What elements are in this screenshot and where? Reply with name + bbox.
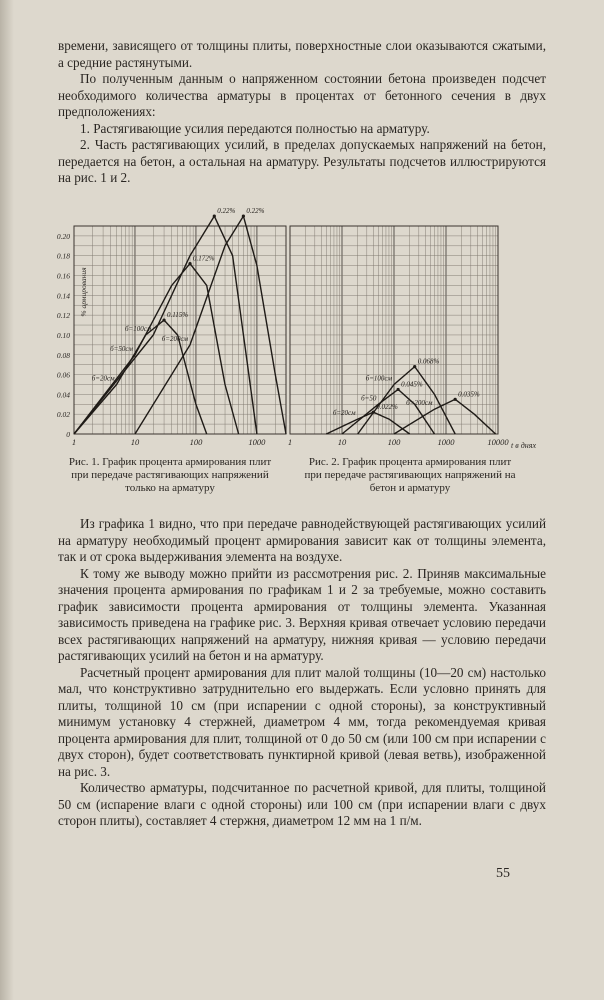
- paragraph-1: времени, зависящего от толщины плиты, поверхностные слои оказываются сжатыми, а средние растянутыми.: [58, 38, 546, 70]
- fig1-ytick-label: 0.12: [56, 311, 70, 321]
- fig1-series-line: [74, 264, 239, 434]
- fig1-peak-label: 0.22%: [246, 207, 265, 216]
- paragraph-5: Из графика 1 видно, что при передаче равнодействующей растягивающих усилий на арматуру необходимый процент армирования зависит как от толщины элемента, так и от срока выдерживания элемента на воздухе.: [58, 516, 546, 564]
- fig1-curve-label: б=100см: [124, 324, 152, 333]
- fig1-peak-label: 0.115%: [167, 311, 189, 320]
- fig1-curve-label: б=50см: [110, 344, 133, 353]
- text-block-bottom: [58, 516, 546, 830]
- figure2-caption: Рис. 2. График процента армирования плит при передаче растягивающих напряжений на бетон и арматуру: [304, 456, 516, 494]
- fig1-peak-point: [213, 214, 216, 217]
- paragraph-6: К тому же выводу можно прийти из рассмотрения рис. 2. Приняв максимальные значения процента армирования по графикам 1 и 2 за требуемые, можно составить график зависимости процента армирования от толщины элемента. Указанная зависимость приведена на графике рис. 3. Верхняя кривая отвечает условию передачи всех растягивающих напряжений на арматуру, нижняя кривая — условию передачи растягивающих усилий на бетон и на арматуру.: [58, 565, 546, 663]
- fig2-peak-label: 0.045%: [401, 380, 423, 389]
- paragraph-7: Расчетный процент армирования для плит малой толщины (10—20 см) настолько мал, что конструктивно затруднительно его выдержать. Если условно принять для плиты, толщиной 10 см (при испарении с одной стороны), за конструктивный минимум установку 4 стержней, диаметром 4 мм, тогда рекомендуемая кривая процента армирования для плит, толщиной от 0 до 50 см (или 100 см при испарении с двух сторон), будет соответствовать пунктирной кривой (левая ветвь), изображенной на рис. 3.: [58, 664, 546, 779]
- fig2-xtick-label: 10000: [487, 437, 509, 447]
- figure1-caption: Рис. 1. График процента армирования плит при передаче растягивающих напряжений только на арматуру: [68, 456, 272, 494]
- text-block-top: [58, 38, 546, 187]
- fig1-ylabel: % армирования: [79, 267, 88, 317]
- fig2-series-line: [342, 389, 435, 434]
- fig1-peak-point: [242, 214, 245, 217]
- fig1-ytick-label: 0.20: [56, 231, 70, 241]
- fig1-ytick-label: 0.06: [56, 370, 70, 380]
- fig1-ytick-label: 0.16: [56, 271, 70, 281]
- fig2-peak-label: 0.035%: [458, 390, 480, 399]
- fig2-xtick-label: 1: [287, 437, 293, 447]
- fig2-xtick-label: 10: [337, 437, 347, 447]
- fig1-xtick-label: 100: [189, 437, 203, 447]
- fig1-ytick-label: 0.14: [56, 291, 70, 301]
- paragraph-4: 2. Часть растягивающих усилий, в пределах допускаемых напряжений на бетон, передается на бетон, а остальная на арматуру. Результаты подсчетов иллюстрируются на рис. 1 и 2.: [58, 137, 546, 185]
- fig1-ytick-label: 0: [66, 430, 70, 439]
- page-number: 55: [496, 866, 510, 881]
- binding-shadow: [0, 0, 14, 1000]
- fig2-peak-label: 0.022%: [376, 403, 398, 412]
- fig1-xtick-label: 10: [130, 437, 140, 447]
- fig2-curve-label: б=50: [361, 394, 377, 403]
- fig1-curve-label: б=20см: [91, 374, 115, 383]
- fig1-xtick-label: 1: [71, 437, 77, 447]
- fig2-xlabel: t в днях: [511, 441, 536, 450]
- fig2-peak-point: [454, 398, 457, 401]
- figures-area: [56, 207, 548, 452]
- fig1-peak-label: 0.172%: [193, 254, 215, 263]
- fig1-curve-label: б=200см: [161, 334, 189, 343]
- fig2-peak-point: [413, 365, 416, 368]
- fig1-ytick-label: 0.18: [56, 251, 70, 261]
- fig2-xtick-label: 1000: [437, 437, 455, 447]
- fig2-curve-label: б=20см: [332, 409, 356, 418]
- paragraph-2: По полученным данным о напряженном состоянии бетона произведен подсчет необходимого количества арматуры в процентах от бетонного сечения в двух предположениях:: [58, 71, 546, 119]
- fig1-ytick-label: 0.04: [56, 390, 70, 400]
- fig1-ytick-label: 0.10: [56, 330, 70, 340]
- fig2-peak-point: [397, 388, 400, 391]
- fig1-peak-point: [162, 318, 165, 321]
- fig2-curve-label: б=200см: [406, 399, 433, 408]
- fig1-ytick-label: 0.02: [56, 410, 70, 420]
- fig1-xtick-label: 1000: [248, 437, 266, 447]
- fig1-ytick-label: 0.08: [56, 350, 70, 360]
- fig1-peak-point: [188, 262, 191, 265]
- fig2-curve-label: б=100см: [365, 374, 392, 383]
- fig2-peak-label: 0.068%: [417, 357, 440, 366]
- charts-svg: [56, 207, 548, 452]
- paragraph-3: 1. Растягивающие усилия передаются полностью на арматуру.: [80, 120, 430, 136]
- fig2-xtick-label: 100: [387, 437, 401, 447]
- fig1-peak-label: 0.22%: [217, 207, 236, 216]
- paragraph-8: Количество арматуры, подсчитанное по расчетной кривой, для плиты, толщиной 50 см (испарение влаги с одной стороны) или 100 см (при испарении влаги с двух сторон плиты), составляет 4 стержня, диаметром 12 мм на 1 п/м.: [58, 780, 546, 828]
